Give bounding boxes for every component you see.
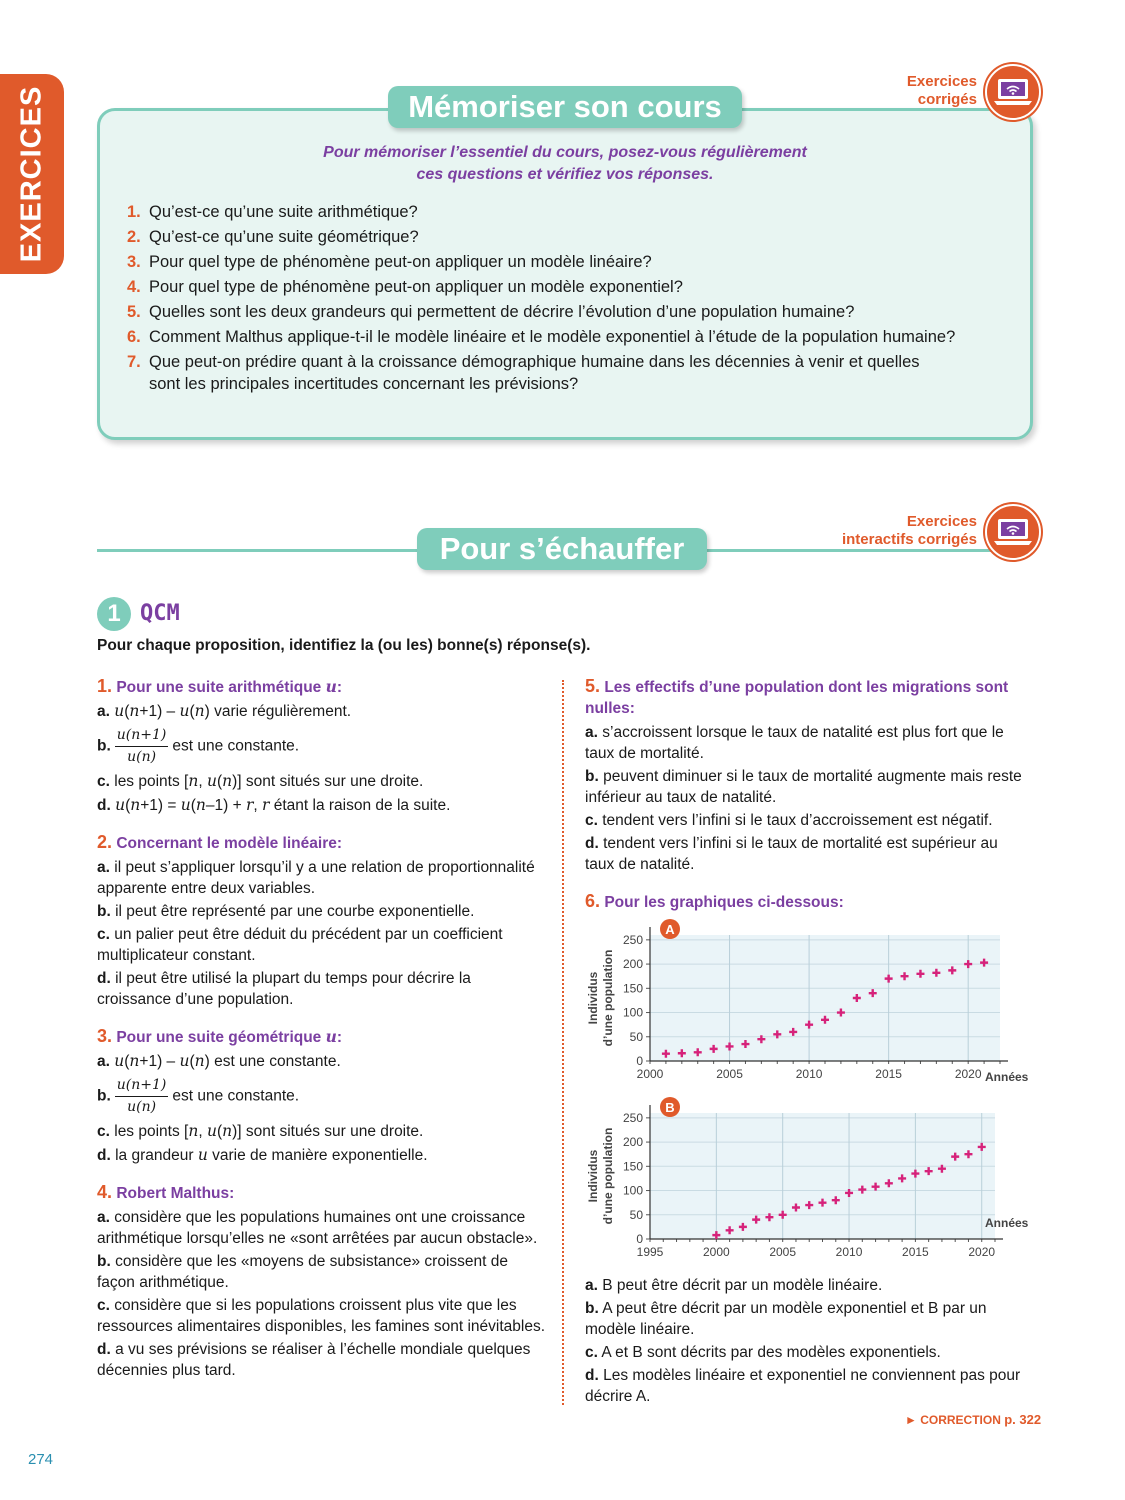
q6-option-a: a. B peut être décrit par un modèle linéaire. [585, 1277, 883, 1294]
laptop-wifi-icon[interactable] [983, 62, 1043, 122]
x-tick-label: 2010 [835, 1245, 863, 1259]
y-tick-label: 200 [622, 957, 643, 972]
memo-question: 3. Pour quel type de phénomène peut-on appliquer un modèle linéaire? [127, 253, 652, 271]
x-tick-label: 2020 [968, 1245, 996, 1259]
plot-area [650, 1113, 995, 1239]
q5-option-a: a. s’accroissent lorsque le taux de natalité est plus fort que le taux de mortalité. [585, 724, 1004, 762]
q3-option-c: c. les points [n, u(n)] sont situés sur une droite. [97, 1122, 424, 1140]
side-tab [0, 74, 64, 274]
q2-option-a: a. il peut s’appliquer lorsqu’il y a une relation de proportionnalité apparente entre deux variables. [97, 859, 535, 897]
q5-option-d: d. tendent vers l’infini si le taux de mortalité est supérieur au taux de natalité. [585, 835, 998, 873]
y-tick-label: 0 [636, 1054, 643, 1068]
y-tick-label: 250 [622, 932, 643, 947]
laptop-wifi-icon[interactable] [983, 502, 1043, 562]
q6-option-b: b. A peut être décrit par un modèle exponentiel et B par un modèle linéaire. [585, 1300, 987, 1338]
exercise-title: QCM [140, 601, 180, 626]
warmup-title: Pour s’échauffer [417, 528, 707, 570]
memo-question: 4. Pour quel type de phénomène peut-on appliquer un modèle exponentiel? [127, 278, 683, 296]
x-axis-label: Années [985, 1070, 1029, 1084]
q1-option-d: d. u(n+1) = u(n–1) + r, r étant la raison de la suite. [97, 796, 451, 814]
memo-question: 1. Qu’est-ce qu’une suite arithmétique? [127, 203, 418, 221]
y-axis-label: d’une population [601, 949, 615, 1047]
q3-option-b: b. $\frac{u(n+1)}{u(n)}$ est une constante. [97, 1077, 300, 1115]
q1-option-c: c. les points [n, u(n)] sont situés sur une droite. [97, 772, 424, 790]
q3-option-d: d. la grandeur u varie de manière exponentielle. [97, 1146, 428, 1164]
question-2-heading: 2. Concernant le modèle linéaire: [97, 832, 343, 852]
memo-title: Mémoriser son cours [388, 86, 742, 128]
page-number: 274 [28, 1451, 54, 1468]
memo-intro: Pour mémoriser l’essentiel du cours, posez-vous régulièrement ces questions et vérifiez vos réponses. [323, 144, 807, 183]
y-axis-label: Individus [586, 1149, 600, 1203]
x-axis-label: Années [985, 1216, 1029, 1230]
memo-question: 7. Que peut-on prédire quant à la croissance démographique humaine dans les décennies à venir et quelles sont les principales incertitudes concernant les prévisions? [127, 353, 920, 393]
question-6-heading: 6. Pour les graphiques ci-dessous: [585, 891, 844, 911]
chart-b [585, 1093, 1035, 1268]
correction-link[interactable]: ► CORRECTION p. 322 [905, 1412, 1042, 1427]
y-tick-label: 0 [636, 1232, 643, 1246]
q4-option-b: b. considère que les «moyens de subsistance» croissent de façon arithmétique. [97, 1253, 508, 1291]
memo-question: 5. Quelles sont les deux grandeurs qui permettent de décrire l’évolution d’une population humaine? [127, 303, 855, 321]
memo-corner-label[interactable]: Exercices corrigés [906, 73, 977, 108]
q4-option-c: c. considère que si les populations croissent plus vite que les ressources alimentaires disponibles, les famines sont inévitables. [97, 1297, 545, 1335]
exercise-instruction: Pour chaque proposition, identifiez la (ou les) bonne(s) réponse(s). [97, 637, 591, 654]
side-tab-label: EXERCICES [15, 85, 48, 263]
q5-option-c: c. tendent vers l’infini si le taux d’accroissement est négatif. [585, 812, 993, 829]
y-axis-label: d’une population [601, 1127, 615, 1225]
q2-option-b: b. il peut être représenté par une courbe exponentielle. [97, 903, 475, 920]
q6-option-c: c. A et B sont décrits par des modèles exponentiels. [585, 1344, 941, 1361]
y-tick-label: 50 [629, 1207, 643, 1222]
q1-option-b: b. $\frac{u(n+1)}{u(n)}$ est une constante. [97, 727, 300, 765]
q3-option-a: a. u(n+1) – u(n) est une constante. [97, 1052, 341, 1070]
y-tick-label: 150 [622, 981, 643, 996]
plot-area [650, 935, 1000, 1061]
chart-badge-label: A [665, 922, 675, 937]
chart-badge-label: B [665, 1100, 675, 1115]
q2-option-d: d. il peut être utilisé la plupart du temps pour décrire la croissance d’une population. [97, 970, 471, 1008]
left-column [97, 664, 547, 1381]
x-tick-label: 2020 [954, 1067, 982, 1081]
q4-option-a: a. considère que les populations humaines ont une croissance arithmétique lorsqu’elles ne «sont arrêtées par aucun obstacle». [97, 1209, 538, 1247]
question-1-heading: 1. Pour une suite arithmétique u: [97, 676, 343, 696]
question-3-heading: 3. Pour une suite géométrique u: [97, 1026, 343, 1046]
y-tick-label: 250 [622, 1110, 643, 1125]
warmup-corner-label[interactable]: Exercices interactifs corrigés [841, 513, 977, 548]
memo-question: 2. Qu’est-ce qu’une suite géométrique? [127, 228, 419, 246]
y-tick-label: 50 [629, 1029, 643, 1044]
x-tick-label: 2015 [902, 1245, 929, 1259]
right-column [585, 664, 1030, 916]
memo-question: 6. Comment Malthus applique-t-il le modèle linéaire et le modèle exponentiel à l’étude de la population humaine? [127, 328, 956, 346]
y-axis-label: Individus [586, 971, 600, 1025]
q6-options [585, 1275, 1030, 1407]
x-tick-label: 2015 [875, 1067, 902, 1081]
x-tick-label: 2005 [769, 1245, 797, 1259]
y-tick-label: 200 [622, 1135, 643, 1150]
q5-option-b: b. peuvent diminuer si le taux de mortalité augmente mais reste inférieur au taux de natalité. [585, 768, 1022, 806]
q4-option-d: d. a vu ses prévisions se réaliser à l’échelle mondiale quelques décennies plus tard. [97, 1341, 531, 1379]
exercise-number-badge: 1 [97, 597, 131, 631]
column-separator [562, 680, 564, 1405]
q2-option-c: c. un palier peut être déduit du précédent par un coefficient multiplicateur constant. [97, 926, 503, 964]
memo-question-list [127, 201, 977, 395]
question-5-heading: 5. Les effectifs d’une population dont les migrations sont nulles: [585, 676, 1009, 717]
x-tick-label: 2005 [716, 1067, 743, 1081]
y-tick-label: 150 [622, 1159, 643, 1174]
y-tick-label: 100 [622, 1005, 643, 1020]
x-tick-label: 1995 [636, 1245, 664, 1259]
x-tick-label: 2010 [795, 1067, 823, 1081]
y-tick-label: 100 [622, 1183, 643, 1198]
q6-option-d: d. Les modèles linéaire et exponentiel ne conviennent pas pour décrire A. [585, 1367, 1021, 1405]
q1-option-a: a. u(n+1) – u(n) varie régulièrement. [97, 702, 352, 720]
x-tick-label: 2000 [636, 1067, 664, 1081]
chart-a [585, 915, 1035, 1090]
question-4-heading: 4. Robert Malthus: [97, 1182, 235, 1202]
x-tick-label: 2000 [702, 1245, 730, 1259]
